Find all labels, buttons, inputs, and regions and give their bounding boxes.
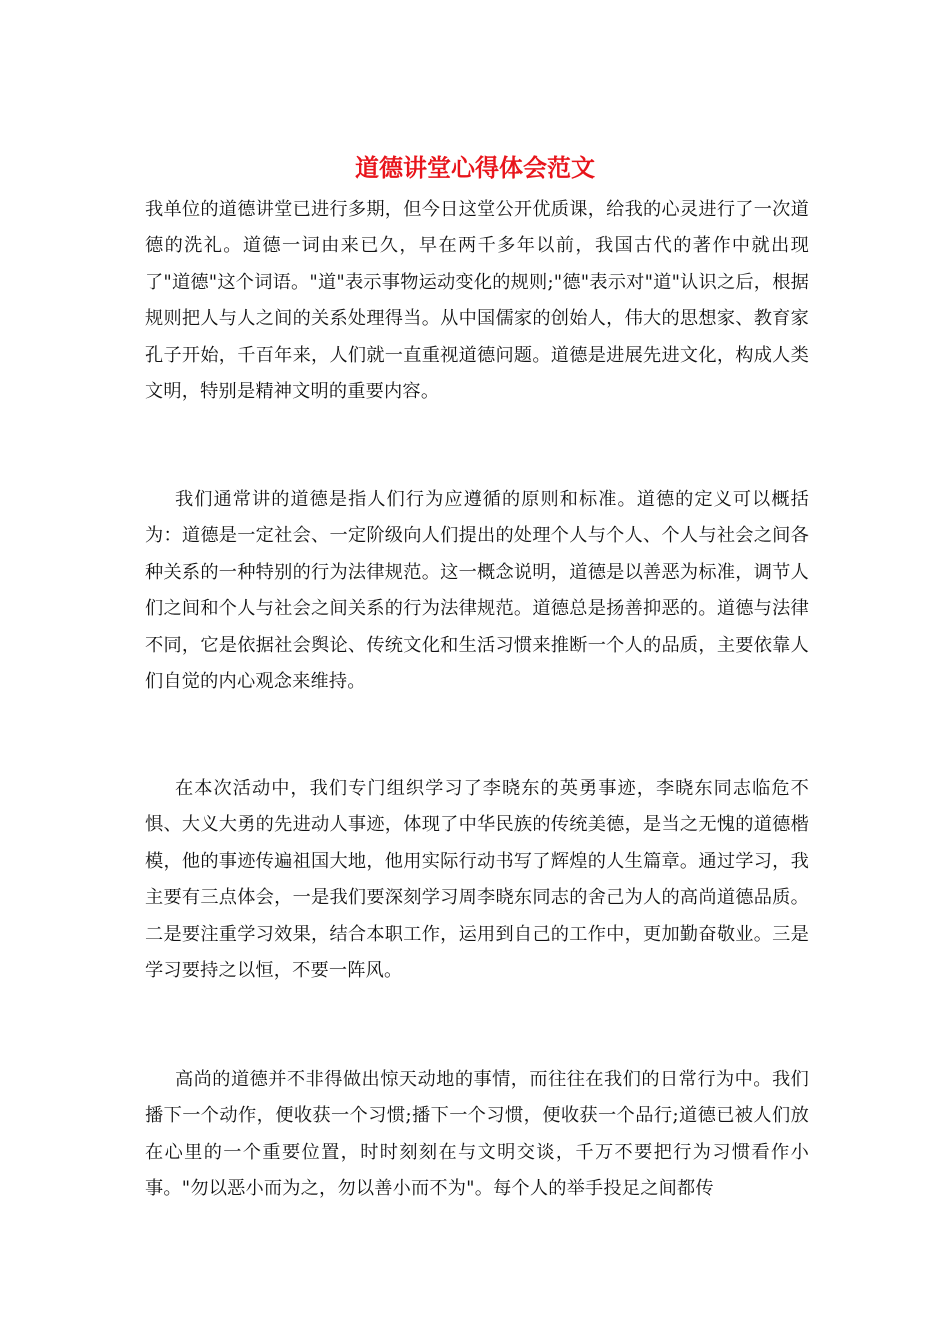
paragraph-4: 高尚的道德并不非得做出惊天动地的事情，而往往在我们的日常行为中。我们播下一个动作，便收获一个习惯;播下一个习惯，便收获一个品行;道德已被人们放在心里的一个重要位置，时时刻刻在与文明交谈，千万不要把行为习惯看作小事。"勿以恶小而为之，勿以善小而不为"。每个人的举手投足之间都传 — [145, 1069, 809, 1200]
document-title: 道德讲堂心得体会范文 — [355, 153, 595, 182]
paragraph-1: 我单位的道德讲堂已进行多期，但今日这堂公开优质课，给我的心灵进行了一次道德的洗礼。道德一词由来已久，早在两千多年以前，我国古代的著作中就出现了"道德"这个词语。"道"表示事物运动变化的规则;"德"表示对"道"认识之后，根据规则把人与人之间的关系处理得当。从中国儒家的创始人，伟大的思想家、教育家孔子开始，千百年来，人们就一直重视道德问题。道德是进展先进文化，构成人类文明，特别是精神文明的重要内容。 — [145, 199, 809, 403]
paragraph-3: 在本次活动中，我们专门组织学习了李晓东的英勇事迹，李晓东同志临危不惧、大义大勇的先进动人事迹，体现了中华民族的传统美德，是当之无愧的道德楷模，他的事迹传遍祖国大地，他用实际行动书写了辉煌的人生篇章。通过学习，我主要有三点体会，一是我们要深刻学习周李晓东同志的舍己为人的高尚道德品质。二是要注重学习效果，结合本职工作，运用到自己的工作中，更加勤奋敬业。三是学习要持之以恒，不要一阵风。 — [145, 778, 809, 982]
paragraph-2: 我们通常讲的道德是指人们行为应遵循的原则和标准。道德的定义可以概括为：道德是一定社会、一定阶级向人们提出的处理个人与个人、个人与社会之间各种关系的一种特别的行为法律规范。这一概念说明，道德是以善恶为标准，调节人们之间和个人与社会之间关系的行为法律规范。道德总是扬善抑恶的。道德与法律不同，它是依据社会舆论、传统文化和生活习惯来推断一个人的品质，主要依靠人们自觉的内心观念来维持。 — [145, 489, 809, 693]
